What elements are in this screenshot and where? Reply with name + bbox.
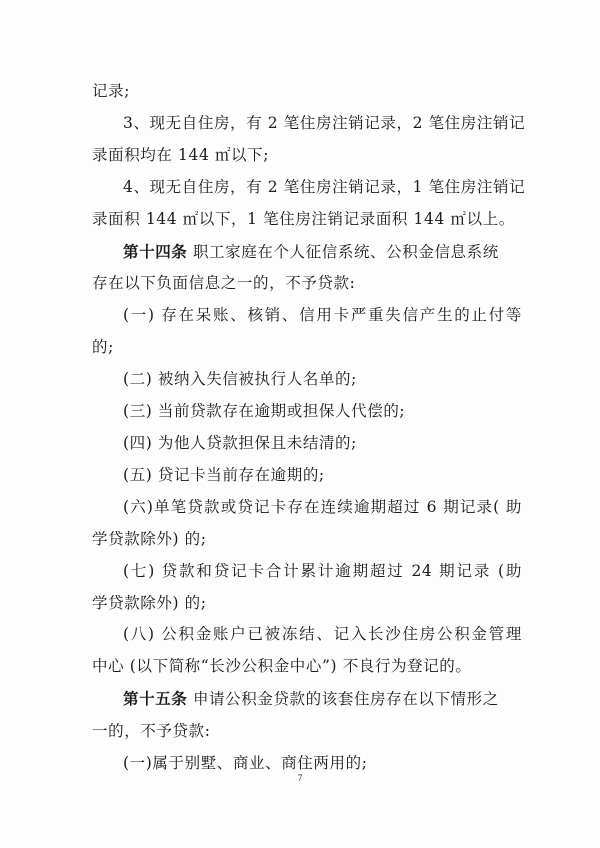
text-line bbox=[92, 492, 522, 524]
line-text: 学贷款除外) 的; bbox=[92, 529, 207, 548]
line-text: (一) 存在呆账、核销、信用卡严重失信产生的止付等 bbox=[123, 306, 522, 325]
text-line bbox=[92, 588, 522, 620]
page-number: 7 bbox=[297, 773, 303, 783]
text-line bbox=[92, 172, 526, 204]
text-line bbox=[92, 140, 522, 172]
text-line bbox=[92, 524, 522, 556]
text-line bbox=[92, 204, 522, 236]
text-line bbox=[92, 716, 522, 748]
line-text: (一)属于别墅、商业、商住两用的; bbox=[123, 754, 368, 773]
line-text: 中心 (以下简称“长沙公积金中心”) 不良行为登记的。 bbox=[92, 657, 472, 676]
text-line bbox=[92, 364, 522, 396]
text-line bbox=[92, 332, 522, 364]
line-text: 学贷款除外) 的; bbox=[92, 593, 207, 612]
line-text: (五) 贷记卡当前存在逾期的; bbox=[123, 465, 325, 484]
text-line bbox=[92, 268, 522, 300]
article-heading-line bbox=[92, 236, 522, 269]
article-number: 第十四条 bbox=[123, 241, 188, 261]
line-text: (八) 公积金账户已被冻结、记入长沙住房公积金管理 bbox=[123, 625, 522, 644]
line-text: 申请公积金贷款的该套住房存在以下情形之 bbox=[192, 690, 499, 709]
document-body bbox=[92, 76, 526, 780]
text-line bbox=[92, 556, 522, 588]
text-line bbox=[92, 619, 522, 651]
line-text: 录面积 144 ㎡以下，1 笔住房注销记录面积 144 ㎡以上。 bbox=[92, 209, 515, 228]
article-number: 第十五条 bbox=[123, 689, 188, 709]
line-text: (六)单笔贷款或贷记卡存在连续逾期超过 6 期记录( 助 bbox=[123, 497, 522, 516]
text-line bbox=[92, 108, 526, 140]
line-text: (三) 当前贷款存在逾期或担保人代偿的; bbox=[123, 402, 406, 421]
line-text: 记录; bbox=[92, 82, 131, 100]
line-text: 职工家庭在个人征信系统、公积金信息系统 bbox=[192, 242, 499, 261]
text-line bbox=[92, 300, 522, 332]
text-line bbox=[92, 651, 522, 683]
line-text: (二) 被纳入失信被执行人名单的; bbox=[123, 370, 357, 389]
line-text: 一的，不予贷款: bbox=[92, 722, 211, 741]
text-line bbox=[92, 428, 522, 460]
line-text: 4、现无自住房，有 2 笔住房注销记录，1 笔住房注销记 bbox=[123, 177, 526, 196]
line-text: 3、现无自住房，有 2 笔住房注销记录，2 笔住房注销记 bbox=[123, 113, 526, 132]
line-text: 录面积均在 144 ㎡以下; bbox=[92, 145, 270, 164]
line-text: 存在以下负面信息之一的，不予贷款: bbox=[92, 274, 356, 293]
line-text: (四) 为他人贷款担保且未结清的; bbox=[123, 433, 357, 452]
text-line bbox=[92, 460, 522, 492]
line-text: 的; bbox=[92, 338, 114, 357]
article-heading-line bbox=[92, 683, 522, 716]
text-line bbox=[92, 76, 522, 108]
text-line bbox=[92, 396, 522, 428]
line-text: (七) 贷款和贷记卡合计累计逾期超过 24 期记录 (助 bbox=[123, 561, 522, 580]
